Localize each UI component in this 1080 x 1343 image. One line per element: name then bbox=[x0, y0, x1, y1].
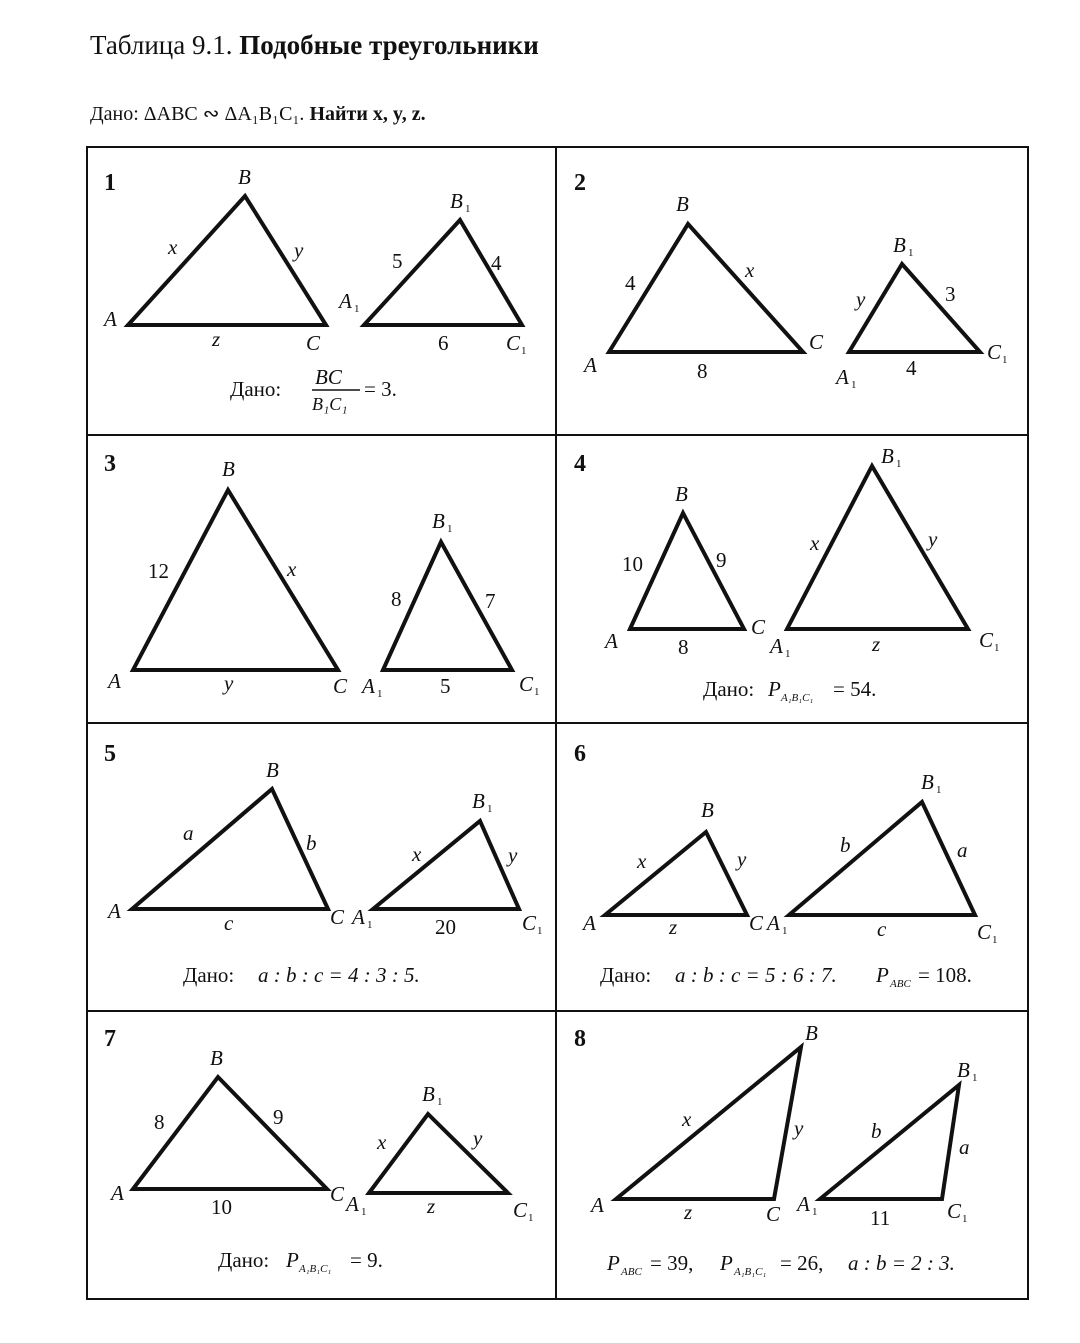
vertex-subscript: 1 bbox=[487, 803, 493, 815]
vertex-label: C bbox=[506, 331, 521, 355]
cell-number-7: 7 bbox=[104, 1026, 116, 1052]
given-value: = 39, bbox=[650, 1251, 694, 1275]
vertex-label: A bbox=[836, 365, 849, 389]
side-label: y bbox=[473, 1126, 483, 1150]
triangle-a1b1c1-6 bbox=[789, 802, 975, 915]
cell-number-5: 5 bbox=[104, 741, 116, 767]
vertex-subscript: 1 bbox=[785, 648, 791, 660]
perimeter-symbol: P bbox=[768, 677, 781, 701]
perimeter-subscript: A₁B₁C₁ bbox=[299, 1263, 332, 1275]
side-label: y bbox=[794, 1116, 804, 1140]
side-label: 9 bbox=[273, 1105, 284, 1129]
side-label: 3 bbox=[945, 282, 956, 306]
side-label: z bbox=[872, 632, 881, 656]
side-label: 10 bbox=[211, 1195, 232, 1219]
cell-8-given bbox=[606, 1251, 955, 1278]
given-label: Дано: bbox=[183, 963, 235, 987]
given-ratio: a : b = 2 : 3. bbox=[848, 1251, 955, 1275]
vertex-label: B bbox=[881, 444, 894, 468]
triangle-abc-6 bbox=[605, 832, 747, 915]
side-label: y bbox=[508, 843, 518, 867]
perimeter-subscript: A₁B₁C₁ bbox=[781, 692, 814, 704]
vertex-subscript: 1 bbox=[972, 1072, 978, 1084]
vertex-subscript: 1 bbox=[521, 345, 527, 357]
vertex-label: C bbox=[979, 628, 994, 652]
side-label: 4 bbox=[906, 356, 917, 380]
triangle-a1b1c1-5 bbox=[373, 821, 519, 909]
vertex-label: C bbox=[977, 920, 992, 944]
cell-1-given bbox=[230, 365, 397, 414]
vertex-label: B bbox=[472, 789, 485, 813]
vertex-label: A bbox=[111, 1181, 124, 1205]
vertex-subscript: 1 bbox=[994, 642, 1000, 654]
side-label: 4 bbox=[625, 271, 636, 295]
vertex-subscript: 1 bbox=[528, 1212, 534, 1224]
vertex-subscript: 1 bbox=[534, 686, 540, 698]
cell-number-8: 8 bbox=[574, 1026, 586, 1052]
vertex-subscript: 1 bbox=[1002, 354, 1008, 366]
triangle-abc-5 bbox=[132, 789, 328, 909]
vertex-subscript: 1 bbox=[908, 247, 914, 259]
cell-number-6: 6 bbox=[574, 741, 586, 767]
cell-7-given bbox=[218, 1248, 383, 1275]
side-label: 10 bbox=[622, 552, 643, 576]
cell-number-1: 1 bbox=[104, 170, 116, 196]
triangle-abc-2 bbox=[609, 224, 803, 352]
triangle-a1b1c1-7 bbox=[369, 1114, 508, 1193]
vertex-label: C bbox=[766, 1202, 781, 1226]
vertex-label: C bbox=[809, 330, 824, 354]
vertex-label: B bbox=[210, 1046, 223, 1070]
title-bold: Подобные треугольники bbox=[239, 30, 539, 60]
vertex-label: A bbox=[108, 669, 121, 693]
side-label: b bbox=[871, 1119, 882, 1143]
side-label: 20 bbox=[435, 915, 456, 939]
vertex-label: A bbox=[605, 629, 618, 653]
perimeter-symbol: P bbox=[607, 1251, 620, 1275]
cell-number-3: 3 bbox=[104, 451, 116, 477]
vertex-label: B bbox=[266, 758, 279, 782]
side-label: z bbox=[427, 1194, 436, 1218]
perimeter-subscript: ABC bbox=[890, 978, 911, 990]
side-label: x bbox=[745, 258, 755, 282]
side-label: 7 bbox=[485, 589, 496, 613]
vertex-subscript: 1 bbox=[992, 934, 998, 946]
title-prefix: Таблица 9.1. bbox=[90, 30, 233, 60]
vertex-label: A bbox=[352, 905, 365, 929]
side-label: x bbox=[637, 849, 647, 873]
given-ratio: a : b : c = 5 : 6 : 7. bbox=[675, 963, 837, 987]
side-label: y bbox=[737, 847, 747, 871]
given-ratio: a : b : c = 4 : 3 : 5. bbox=[258, 963, 420, 987]
vertex-label: C bbox=[519, 672, 534, 696]
vertex-label: C bbox=[513, 1198, 528, 1222]
vertex-label: B bbox=[238, 165, 251, 189]
side-label: 12 bbox=[148, 559, 169, 583]
vertex-label: C bbox=[333, 674, 348, 698]
side-label: 5 bbox=[392, 249, 403, 273]
vertex-label: A bbox=[583, 911, 596, 935]
vertex-subscript: 1 bbox=[437, 1096, 443, 1108]
vertex-label: C bbox=[522, 911, 537, 935]
side-label: 11 bbox=[870, 1206, 891, 1230]
vertex-label: B bbox=[432, 509, 445, 533]
vertex-label: C bbox=[330, 905, 345, 929]
side-label: 4 bbox=[491, 251, 502, 275]
fraction-numerator: BC bbox=[315, 365, 342, 389]
side-label: a bbox=[957, 838, 968, 862]
side-label: x bbox=[377, 1130, 387, 1154]
perimeter-symbol: P bbox=[286, 1248, 299, 1272]
side-label: 8 bbox=[391, 587, 402, 611]
vertex-subscript: 1 bbox=[465, 203, 471, 215]
given-value: = 3. bbox=[364, 377, 397, 401]
vertex-subscript: 1 bbox=[896, 458, 902, 470]
vertex-label: B bbox=[676, 192, 689, 216]
side-label: c bbox=[224, 911, 234, 935]
vertex-subscript: 1 bbox=[367, 919, 373, 931]
vertex-subscript: 1 bbox=[936, 784, 942, 796]
side-label: a bbox=[959, 1135, 970, 1159]
vertex-subscript: 1 bbox=[447, 523, 453, 535]
given-value: = 108. bbox=[918, 963, 972, 987]
vertex-label: C bbox=[330, 1182, 345, 1206]
perimeter-subscript: ABC bbox=[621, 1266, 642, 1278]
cell-number-4: 4 bbox=[574, 451, 586, 477]
vertex-label: A bbox=[767, 911, 780, 935]
vertex-label: C bbox=[749, 911, 764, 935]
vertex-label: A bbox=[108, 899, 121, 923]
vertex-label: A bbox=[346, 1192, 359, 1216]
side-label: 8 bbox=[154, 1110, 165, 1134]
side-label: 8 bbox=[697, 359, 708, 383]
vertex-label: A bbox=[362, 674, 375, 698]
vertex-subscript: 1 bbox=[361, 1206, 367, 1218]
given-label: Дано: bbox=[230, 377, 282, 401]
side-label: a bbox=[183, 821, 194, 845]
side-label: z bbox=[684, 1200, 693, 1224]
side-label: z bbox=[669, 915, 678, 939]
triangle-a1b1c1-8 bbox=[820, 1085, 959, 1199]
triangle-a1b1c1-2 bbox=[849, 264, 980, 352]
vertex-subscript: 1 bbox=[962, 1213, 968, 1225]
cell-4-given bbox=[703, 677, 876, 704]
side-label: y bbox=[294, 238, 304, 262]
side-label: y bbox=[856, 287, 866, 311]
vertex-label: B bbox=[957, 1058, 970, 1082]
vertex-label: B bbox=[450, 189, 463, 213]
vertex-label: A bbox=[584, 353, 597, 377]
vertex-label: B bbox=[675, 482, 688, 506]
given-label: Дано: bbox=[703, 677, 755, 701]
vertex-label: A bbox=[770, 634, 783, 658]
side-label: c bbox=[877, 917, 887, 941]
given-value: = 26, bbox=[780, 1251, 824, 1275]
cell-5-given bbox=[183, 963, 420, 987]
vertex-label: B bbox=[422, 1082, 435, 1106]
vertex-subscript: 1 bbox=[851, 379, 857, 391]
given-value: = 54. bbox=[833, 677, 877, 701]
vertex-subscript: 1 bbox=[812, 1206, 818, 1218]
vertex-label: B bbox=[805, 1021, 818, 1045]
vertex-subscript: 1 bbox=[537, 925, 543, 937]
vertex-label: B bbox=[921, 770, 934, 794]
task-given: Дано: ΔABC ∾ ΔA₁B₁C₁. bbox=[90, 103, 305, 125]
given-value: = 9. bbox=[350, 1248, 383, 1272]
vertex-label: A bbox=[104, 307, 117, 331]
cell-6-given bbox=[600, 963, 972, 990]
triangle-abc-8 bbox=[616, 1047, 801, 1199]
vertex-label: B bbox=[701, 798, 714, 822]
vertex-label: A bbox=[591, 1193, 604, 1217]
perimeter-subscript: A₁B₁C₁ bbox=[734, 1266, 767, 1278]
side-label: 9 bbox=[716, 548, 727, 572]
perimeter-symbol: P bbox=[876, 963, 889, 987]
fraction-denominator: B₁C₁ bbox=[312, 394, 348, 414]
side-label: x bbox=[168, 235, 178, 259]
side-label: z bbox=[212, 327, 221, 351]
vertex-label: C bbox=[751, 615, 766, 639]
side-label: x bbox=[810, 531, 820, 555]
vertex-label: A bbox=[797, 1192, 810, 1216]
cell-number-2: 2 bbox=[574, 170, 586, 196]
side-label: 8 bbox=[678, 635, 689, 659]
vertex-subscript: 1 bbox=[354, 303, 360, 315]
side-label: y bbox=[928, 527, 938, 551]
side-label: x bbox=[682, 1107, 692, 1131]
side-label: x bbox=[412, 842, 422, 866]
vertex-subscript: 1 bbox=[782, 925, 788, 937]
vertex-label: B bbox=[893, 233, 906, 257]
vertex-label: A bbox=[339, 289, 352, 313]
side-label: 5 bbox=[440, 674, 451, 698]
vertex-subscript: 1 bbox=[377, 688, 383, 700]
side-label: b bbox=[306, 831, 317, 855]
triangle-abc-4 bbox=[630, 513, 744, 629]
task-find: Найти x, y, z. bbox=[309, 103, 426, 125]
vertex-label: C bbox=[306, 331, 321, 355]
side-label: b bbox=[840, 833, 851, 857]
vertex-label: C bbox=[987, 340, 1002, 364]
given-label: Дано: bbox=[218, 1248, 270, 1272]
side-label: x bbox=[287, 557, 297, 581]
vertex-label: C bbox=[947, 1199, 962, 1223]
side-label: 6 bbox=[438, 331, 449, 355]
vertex-label: B bbox=[222, 457, 235, 481]
perimeter-symbol: P bbox=[720, 1251, 733, 1275]
side-label: y bbox=[224, 671, 234, 695]
given-label: Дано: bbox=[600, 963, 652, 987]
